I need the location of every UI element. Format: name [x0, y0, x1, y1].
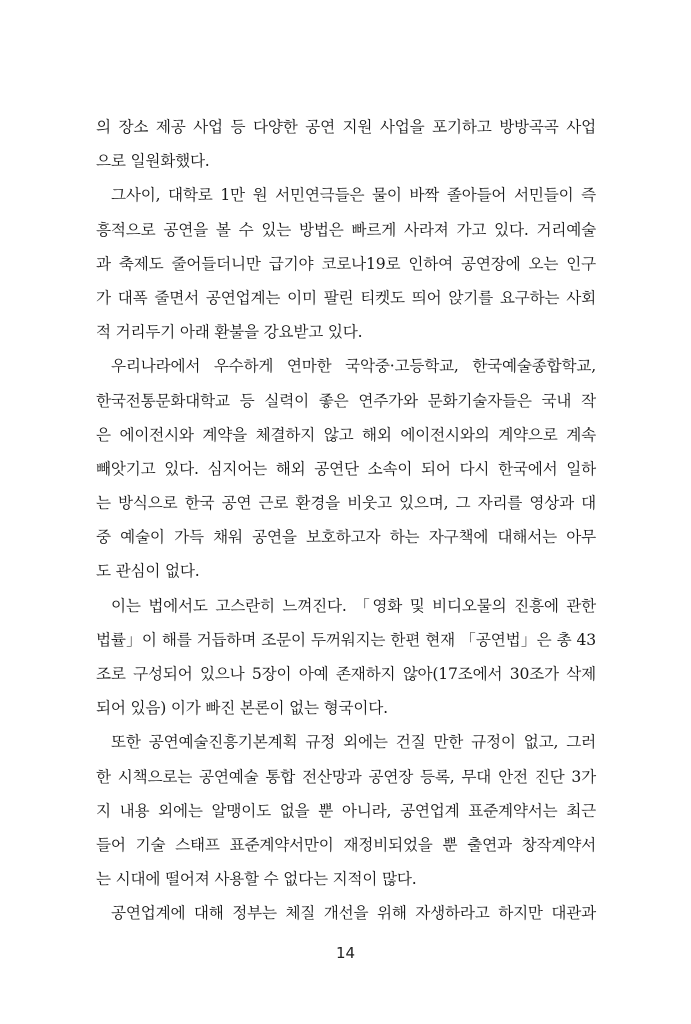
text-line: 우리나라에서 우수하게 연마한 국악중·고등학교, 한국예술종합학교, — [111, 357, 596, 376]
text-line: 조로 구성되어 있으나 5장이 아예 존재하지 않아(17조에서 30조가 삭제 — [96, 665, 596, 683]
text-line: 빼앗기고 있다. 심지어는 해외 공연단 소속이 되어 다시 한국에서 일하 — [96, 459, 596, 478]
text-line: 적 거리두기 아래 환불을 강요받고 있다. — [96, 323, 363, 342]
text-line: 또한 공연예술진흥기본계획 규정 외에는 건질 만한 규정이 없고, 그러 — [111, 733, 596, 752]
text-line: 가 대폭 줄면서 공연업계는 이미 팔린 티켓도 띄어 앉기를 요구하는 사회 — [96, 288, 596, 307]
text-line: 는 방식으로 한국 공연 근로 환경을 비웃고 있으며, 그 자리를 영상과 대 — [96, 494, 596, 513]
text-line: 한 시책으로는 공연예술 통합 전산망과 공연장 등록, 무대 안전 진단 3가 — [96, 767, 596, 786]
text-line: 그사이, 대학로 1만 원 서민연극들은 물이 바짝 졸아들어 서민들이 즉 — [111, 186, 596, 205]
text-line: 도 관심이 없다. — [96, 562, 200, 581]
text-line: 공연업계에 대해 정부는 체질 개선을 위해 자생하라고 하지만 대관과 — [111, 904, 596, 923]
text-line: 으로 일원화했다. — [96, 152, 210, 171]
text-line: 되어 있음) 이가 빠진 본론이 없는 형국이다. — [96, 699, 388, 718]
text-line: 한국전통문화대학교 등 실력이 좋은 연주가와 문화기술자들은 국내 작 — [96, 391, 596, 410]
text-line: 중 예술이 가득 채워 공연을 보호하고자 하는 자구책에 대해서는 아무 — [96, 528, 596, 547]
text-line: 법률」이 해를 거듭하며 조문이 두꺼워지는 한편 현재 「공연법」은 총 43 — [96, 630, 596, 649]
text-line: 과 축제도 줄어들더니만 급기야 코로나19로 인하여 공연장에 오는 인구 — [96, 254, 596, 273]
text-line: 들어 기술 스태프 표준계약서만이 재정비되었을 뿐 출연과 창작계약서 — [96, 835, 596, 854]
text-line: 이는 법에서도 고스란히 느껴진다. 「영화 및 비디오물의 진흥에 관한 — [111, 596, 596, 615]
text-line: 의 장소 제공 사업 등 다양한 공연 지원 사업을 포기하고 방방곡곡 사업 — [96, 118, 596, 136]
text-line: 은 에이전시와 계약을 체결하지 않고 해외 에이전시와의 계약으로 계속 — [96, 425, 596, 444]
text-line: 흥적으로 공연을 볼 수 있는 방법은 빠르게 사라져 가고 있다. 거리예술 — [96, 220, 596, 239]
text-line: 는 시대에 떨어져 사용할 수 없다는 지적이 많다. — [96, 870, 417, 889]
page-body — [96, 110, 596, 931]
page-number: 14 — [335, 944, 356, 962]
text-line: 지 내용 외에는 알맹이도 없을 뿐 아니라, 공연업계 표준계약서는 최근 — [96, 801, 596, 820]
